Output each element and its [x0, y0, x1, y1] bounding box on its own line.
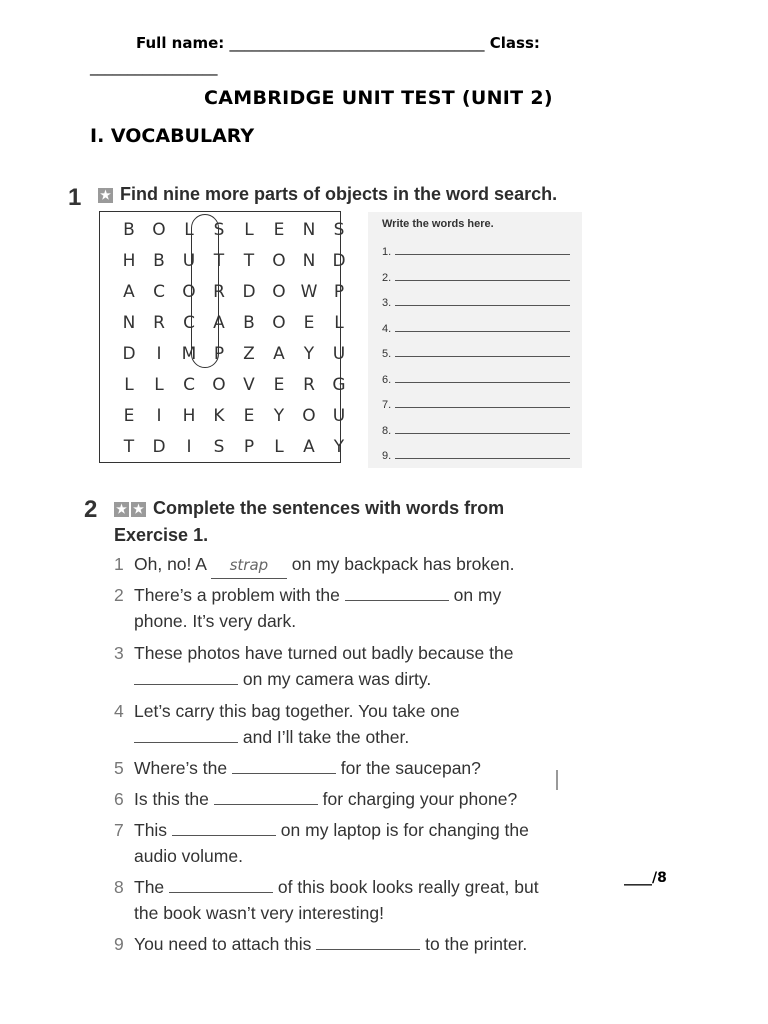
write-line[interactable] [382, 295, 572, 309]
sentence-item [114, 786, 574, 812]
word-search-grid [99, 211, 346, 463]
sentence-text: on my camera was dirty. [238, 669, 432, 689]
answer-line[interactable] [395, 397, 570, 408]
sentence-item [114, 551, 574, 579]
grid-letter: S [333, 220, 345, 240]
sentence-number: 7 [114, 820, 124, 840]
answer-blank[interactable] [232, 759, 336, 774]
write-line-number: 3. [382, 297, 392, 309]
grid-letter: P [333, 282, 345, 302]
sentence-item [114, 640, 574, 692]
write-line-number: 5. [382, 348, 392, 360]
grid-letter: N [122, 313, 136, 333]
write-line-number: 7. [382, 399, 392, 411]
exercise-1-heading [98, 184, 557, 205]
exercise-2-heading [114, 495, 504, 549]
grid-letter: S [213, 220, 225, 240]
sentence-text: Where’s the [134, 758, 232, 778]
star-icon: ★ [114, 502, 129, 517]
grid-letter: T [243, 251, 255, 271]
grid-letter: R [153, 313, 165, 333]
star-icon: ★ [98, 188, 113, 203]
exercise-2-number: 2 [84, 496, 98, 523]
grid-letter: O [272, 251, 286, 271]
sentence-number: 4 [114, 701, 124, 721]
grid-letter: I [156, 406, 162, 426]
sentence-number: 6 [114, 789, 124, 809]
star-icon: ★ [131, 502, 146, 517]
sentence-text: Oh, no! A [134, 554, 211, 574]
grid-letter: L [274, 437, 284, 457]
grid-letter: O [182, 282, 196, 302]
grid-letter: R [213, 282, 225, 302]
grid-letter: Y [333, 437, 345, 457]
answer-line[interactable] [395, 270, 570, 281]
grid-letter: P [243, 437, 255, 457]
grid-letter: H [182, 406, 196, 426]
sentence-text: on my backpack has broken. [286, 554, 515, 574]
strap-answer-oval [191, 214, 219, 368]
sentence-item [114, 931, 574, 957]
write-words-panel [368, 212, 582, 468]
grid-letter: L [124, 375, 134, 395]
grid-letter: O [212, 375, 226, 395]
grid-letter: U [182, 251, 196, 271]
grid-letter: K [213, 406, 225, 426]
answer-line[interactable] [395, 321, 570, 332]
section-title: I. VOCABULARY [90, 125, 255, 147]
sentence-text: The [134, 877, 170, 897]
sentence-number: 2 [114, 585, 124, 605]
write-line[interactable] [382, 346, 572, 360]
sentence-text: on my laptop is for changing the [275, 820, 529, 840]
sentence-text: for charging your phone? [317, 789, 518, 809]
full-name-line[interactable]: __________________________________ [229, 34, 485, 52]
grid-letter: C [183, 375, 195, 395]
sentence-text: You need to attach this [134, 934, 317, 954]
sentence-item [114, 874, 574, 926]
sentence-text: Is this the [134, 789, 214, 809]
page-title: CAMBRIDGE UNIT TEST (UNIT 2) [204, 87, 553, 109]
answer-blank[interactable] [169, 878, 273, 893]
grid-letter: V [243, 375, 255, 395]
score-field[interactable]: ____/8 [624, 870, 667, 886]
sentence-number: 3 [114, 643, 124, 663]
sentence-text: There’s a problem with the [134, 585, 345, 605]
sentence-item [114, 698, 574, 750]
answer-blank[interactable] [172, 821, 276, 836]
grid-letter: A [273, 344, 285, 364]
grid-letter: C [153, 282, 165, 302]
write-line-number: 4. [382, 322, 392, 335]
grid-letter: N [302, 220, 316, 240]
full-name-label: Full name: [136, 34, 225, 52]
grid-letter: W [300, 282, 318, 302]
write-line-number: 1. [382, 246, 392, 258]
answer-blank[interactable] [134, 670, 238, 685]
example-answer: strap [211, 552, 287, 579]
sentence-text: for the saucepan? [335, 758, 481, 778]
grid-letter: D [332, 251, 346, 271]
grid-letter: R [303, 375, 315, 395]
answer-line[interactable] [395, 346, 570, 357]
grid-letter: B [123, 220, 135, 240]
grid-letter: B [153, 251, 165, 271]
grid-letter: L [154, 375, 164, 395]
exercise-1-instruction: Find nine more parts of objects in the word search. [120, 184, 558, 204]
sentence-text: This [134, 820, 172, 840]
write-line[interactable] [382, 423, 572, 437]
answer-line[interactable] [395, 244, 570, 255]
sentence-text: Let’s carry this bag together. You take one [134, 701, 460, 721]
grid-letter: O [302, 406, 316, 426]
grid-letter: L [334, 313, 344, 333]
write-line-number: 2. [382, 271, 392, 284]
grid-letter: P [213, 344, 225, 364]
write-panel-title: Write the words here. [382, 218, 494, 230]
answer-blank[interactable] [214, 790, 318, 805]
grid-letter: E [273, 220, 285, 240]
write-line-number: 6. [382, 373, 392, 386]
sentence-item [114, 755, 574, 781]
sentence-text: on my [448, 585, 502, 605]
sentence-continuation: the book wasn’t very interesting! [134, 903, 384, 923]
sentence-number: 5 [114, 758, 124, 778]
sentence-text: of this book looks really great, but [273, 877, 539, 897]
grid-letter: U [332, 406, 346, 426]
write-line-number: 9. [382, 450, 392, 462]
grid-letter: I [156, 344, 162, 364]
sentence-continuation: audio volume. [134, 846, 243, 866]
grid-letter: S [213, 437, 225, 457]
answer-blank[interactable] [134, 728, 238, 743]
class-line[interactable]: _________________ [90, 58, 218, 76]
grid-letter: O [272, 313, 286, 333]
exercise-2-instruction-line1: Complete the sentences with words from [153, 498, 505, 518]
exercise-2-instruction-line2: Exercise 1. [114, 525, 209, 545]
sentence-number: 8 [114, 877, 124, 897]
stray-mark [556, 770, 558, 790]
grid-letter: D [122, 344, 136, 364]
grid-letter: E [303, 313, 315, 333]
answer-line[interactable] [395, 423, 570, 434]
grid-letter: E [243, 406, 255, 426]
answer-blank[interactable] [345, 586, 449, 601]
answer-line[interactable] [395, 372, 570, 383]
sentence-text: to the printer. [420, 934, 528, 954]
write-line[interactable] [382, 244, 572, 258]
sentence-item [114, 582, 574, 634]
sentence-number: 9 [114, 934, 124, 954]
write-line[interactable] [382, 397, 572, 411]
write-line[interactable] [382, 321, 572, 335]
grid-letter: A [303, 437, 315, 457]
full-name-row [136, 34, 540, 52]
grid-letter: U [332, 344, 346, 364]
grid-letter: D [152, 437, 166, 457]
sentence-continuation: phone. It’s very dark. [134, 611, 297, 631]
class-label: Class: [489, 34, 540, 52]
grid-letter: O [152, 220, 166, 240]
grid-letter: G [332, 375, 346, 395]
exercise-1-number: 1 [68, 184, 82, 211]
grid-letter: T [123, 437, 135, 457]
sentence-text: These photos have turned out badly because the [134, 643, 514, 663]
grid-letter: O [272, 282, 286, 302]
grid-letter: D [242, 282, 256, 302]
grid-letter: L [184, 220, 194, 240]
grid-letter: T [213, 251, 225, 271]
grid-letter: H [122, 251, 136, 271]
answer-blank[interactable] [316, 935, 420, 950]
write-line[interactable] [382, 448, 572, 462]
answer-line[interactable] [395, 295, 570, 306]
grid-letter: Y [303, 344, 315, 364]
grid-letter: M [181, 344, 197, 364]
grid-letter: A [213, 313, 225, 333]
grid-letter: I [186, 437, 192, 457]
write-line[interactable] [382, 372, 572, 386]
grid-letter: A [123, 282, 135, 302]
grid-letter: Z [243, 344, 255, 364]
grid-letter: E [123, 406, 135, 426]
write-line-number: 8. [382, 424, 392, 437]
grid-letter: N [302, 251, 316, 271]
sentence-number: 1 [114, 554, 124, 574]
answer-line[interactable] [395, 448, 570, 459]
grid-letter: C [183, 313, 195, 333]
write-line[interactable] [382, 270, 572, 284]
sentence-text: and I’ll take the other. [238, 727, 410, 747]
grid-letter: B [243, 313, 255, 333]
grid-letter: L [244, 220, 254, 240]
sentence-item [114, 817, 574, 869]
grid-letter: E [273, 375, 285, 395]
grid-letter: Y [273, 406, 285, 426]
